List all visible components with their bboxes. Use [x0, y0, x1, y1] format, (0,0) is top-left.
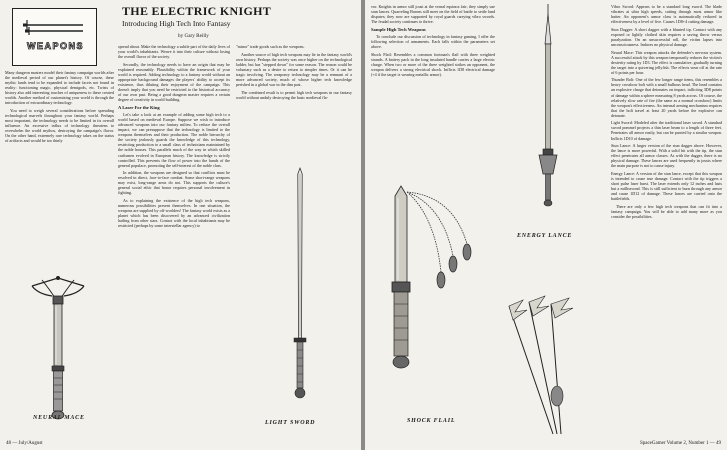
- byline: by Gary Reilly: [178, 33, 209, 39]
- paragraph: Many dungeon masters model their fantasy campaign worlds after the medieval period of our planet's history. Of course, these mythic lands tend to be expanded to include facets not found in reality: functioning magic, physical demigods, etc. Twists of history also add interesting touches of uniqueness to these created worlds. Another method of customizing your world is through the introduction of extraordinary technology.: [5, 70, 114, 106]
- paragraph: vor. Knights in armor still joust at the vernal equinox fair; they simply use stun lances. Quarreling Barons still meet on the field of battle to settle land disputes; they now are supported by royal guards carrying vibro swords. The feudal society continues to thrive.: [371, 4, 495, 25]
- page-number-right: SpaceGamer Volume 2, Number 1 — 49: [639, 441, 721, 446]
- section-heading: A Laser For the King: [118, 105, 160, 111]
- paragraph: Light Sword: Modeled after the traditional laser sword. A standard sword pommel projects a thin laser beam to a length of three feet. Penetrates all armor easily, but can be parried by a similar weapon. Inflicts 1D10 of damage.: [611, 120, 722, 141]
- column-3: [236, 44, 352, 164]
- paragraph: "minor" trade goods such as the weapons.: [236, 44, 305, 49]
- paragraph: Thunder Bolt: One of the few longer range items, this resembles a heavy crossbow bolt with a small bulbous head. The head contains an explosive charge that detonates on impact, inflicting 3D8 points of damage within a sphere measuring 8 yards across. Of course, the relatively slow rate of fire (the same as a normal crossbow) limits the weapon's effectiveness. An internal arming mechanism requires that the bolt travel at least 20 yards before the explosive can detonate.: [611, 77, 722, 118]
- column-5: [611, 4, 722, 440]
- paragraph: Neural Mace: This weapon attacks the defender's nervous system. A successful attack by this weapon temporarily reduces the victim's dexterity rating by 1D3. The effect is cumulative, gradually turning the target into a quivering jellyfish. The effects wear off at the rate of 6 points per hour.: [611, 49, 722, 75]
- section-heading: Sample High Tech Weapons: [371, 27, 426, 33]
- paragraph: Energy Lance: A version of the stun lance, except that this weapon is intended to cause true damage. Contact with the tip triggers a short pulse laser burst. The laser extends only 12 inches and lasts but a millisecond. This is still sufficient to burn through any armor and cause 1D12 of damage. These lances are carried onto the battlefields.: [611, 170, 722, 202]
- swords-logo-icon: [13, 9, 98, 67]
- paragraph: To conclude our discussion of technology in fantasy gaming, I offer the following selection of armaments. Each falls within the parameters set above.: [371, 34, 495, 50]
- caption-energy-lance: ENERGY LANCE: [517, 233, 573, 239]
- column-1: [5, 70, 114, 270]
- paragraph: Another source of high tech weapons may lie in the fantasy world's own history. Perhaps the society was once higher on the technological ladder, but has "stepped down" for some reason. The reason could be voluntary such as a desire to return to simpler times. Or it can be tragic involving. The weaponry technology may be a remnant of a more advanced society, much of whose higher tech knowledge perished in a global war in the dim past.: [236, 51, 352, 87]
- caption-neural-mace: NEURAL MACE: [33, 415, 85, 421]
- paragraph: Shock Flail: Resembles a common footman's flail with three weighted strands. A battery pack in the long insulated handle carries a large electric charge. When two or more of the three weighted strikes an opponent, the weapon delivers a strong electrical shock. Inflicts 1D8 electrical damage (+4 if the target is wearing metallic armor).: [371, 51, 495, 78]
- paragraph: Stun Dagger: A short dagger with a blunted tip. Contact with any exposed or lightly clothed skin requires a saving throw versus paralyzation. On an unsuccessful roll, the victim lapses into unconsciousness. Induces no physical damage.: [611, 26, 722, 47]
- paragraph: Vibro Sword: Appears to be a standard long sword. The blade vibrates at ultra high speeds, cutting through most armor like butter. An opponent's armor class is automatically reduced in effectiveness by a level of five. Causes 1D8+4 cutting damage.: [611, 4, 722, 25]
- page-number-left: 48 — July/August: [6, 441, 43, 446]
- energy-lance-illustration: [533, 4, 563, 209]
- caption-shock-flail: SHOCK FLAIL: [407, 418, 456, 424]
- left-page: [0, 0, 361, 450]
- paragraph: The combined result is to permit high tech weapons in our fantasy world without unduly destroying the basic medieval fla-: [236, 89, 352, 100]
- paragraph: You need to weigh several considerations before spreading technological marvels throughout your fantasy world. Perhaps most important, the technology needs to be limited in its overall influence. An excessive influx of technology threatens to overwhelm the world mythos, destroying the campaign's flavor. On the other hand, extremely rare technology takes on the status of artifacts and would be too thinly: [5, 107, 114, 144]
- paragraph: As to explaining the existence of the high tech weapons, numerous possibilities present themselves. In one situation, the weapons are supplied by off-worlders! The fantasy world exists as a planet which has been discovered by an advanced civilization hailing from other stars. Contact with the local inhabitants may be restricted (perhaps by some interstellar agency) to: [118, 198, 230, 229]
- right-page: [365, 0, 727, 450]
- paragraph: spread about. Make the technology a subtle part of the daily lives of your world's inhabitants. Weave it into their culture without losing the overall flavor of the society.: [118, 44, 230, 60]
- article-subtitle: Introducing High Tech Into Fantasy: [122, 19, 231, 28]
- paragraph: Secondly, the technology needs to have an origin that may be explained reasonably. Plausibility within the framework of your world is required. Adding technology to a fantasy world without an appropriate background damages the players' ability to accept its existence, thus diluting their enjoyment of the campaign. This doesn't imply that you need be restricted to the historical accuracy of our own past. Being a good dungeon master requires a certain degree of creativity in world building.: [118, 61, 230, 103]
- logo-text: WEAPONS: [26, 41, 84, 51]
- caption-light-sword: LIGHT SWORD: [265, 420, 316, 426]
- neural-mace-illustration: [28, 272, 88, 432]
- paragraph: There are only a few high tech weapons that can fit into a fantasy campaign. You will be able to add many more as you consider the possibilities.: [611, 203, 722, 219]
- column-2: [118, 44, 230, 438]
- paragraph: In addition, the weapons are designed so that conflicts must be resolved in direct, face-to-face combat. Some short-range weapons may exist, long-range arms do not. This supports the culture's general social ethic that honor requires personal involvement in fighting.: [118, 170, 230, 196]
- shock-flail-illustration: [383, 186, 493, 416]
- article-title: THE ELECTRIC KNIGHT: [122, 4, 272, 18]
- pennant-lances-illustration: [493, 286, 603, 436]
- weapons-logo: [12, 8, 97, 66]
- paragraph: Let's take a look at an example of adding some high tech to a world based on medieval Europe. Suppose we wish to introduce advanced weapons into our fantasy milieu. To reduce the overall impact, we can presuppose that the technology is limited to the weapons themselves and their production. The noble hierarchy of the society jealously guards the knowledge of this technology, restricting production to a small class of technicians maintained by the noble houses. This parallels much of the way in which skilled craftsmen evolved in European history. The knowledge is strictly controlled. This prevents the flow of power into the hands of the general populace, promoting the self-interest of the noble class.: [118, 112, 230, 168]
- column-4: [371, 4, 495, 182]
- paragraph: Stun Lance: A larger version of the stun dagger above. However, the lance is more powerful. With a solid hit with the tip, the stun effect penetrates all armor classes. As with the dagger, there is no physical damage. These lances are used frequently in jousts where the main purpose is not to cause injury.: [611, 143, 722, 169]
- light-sword-illustration: [285, 168, 315, 413]
